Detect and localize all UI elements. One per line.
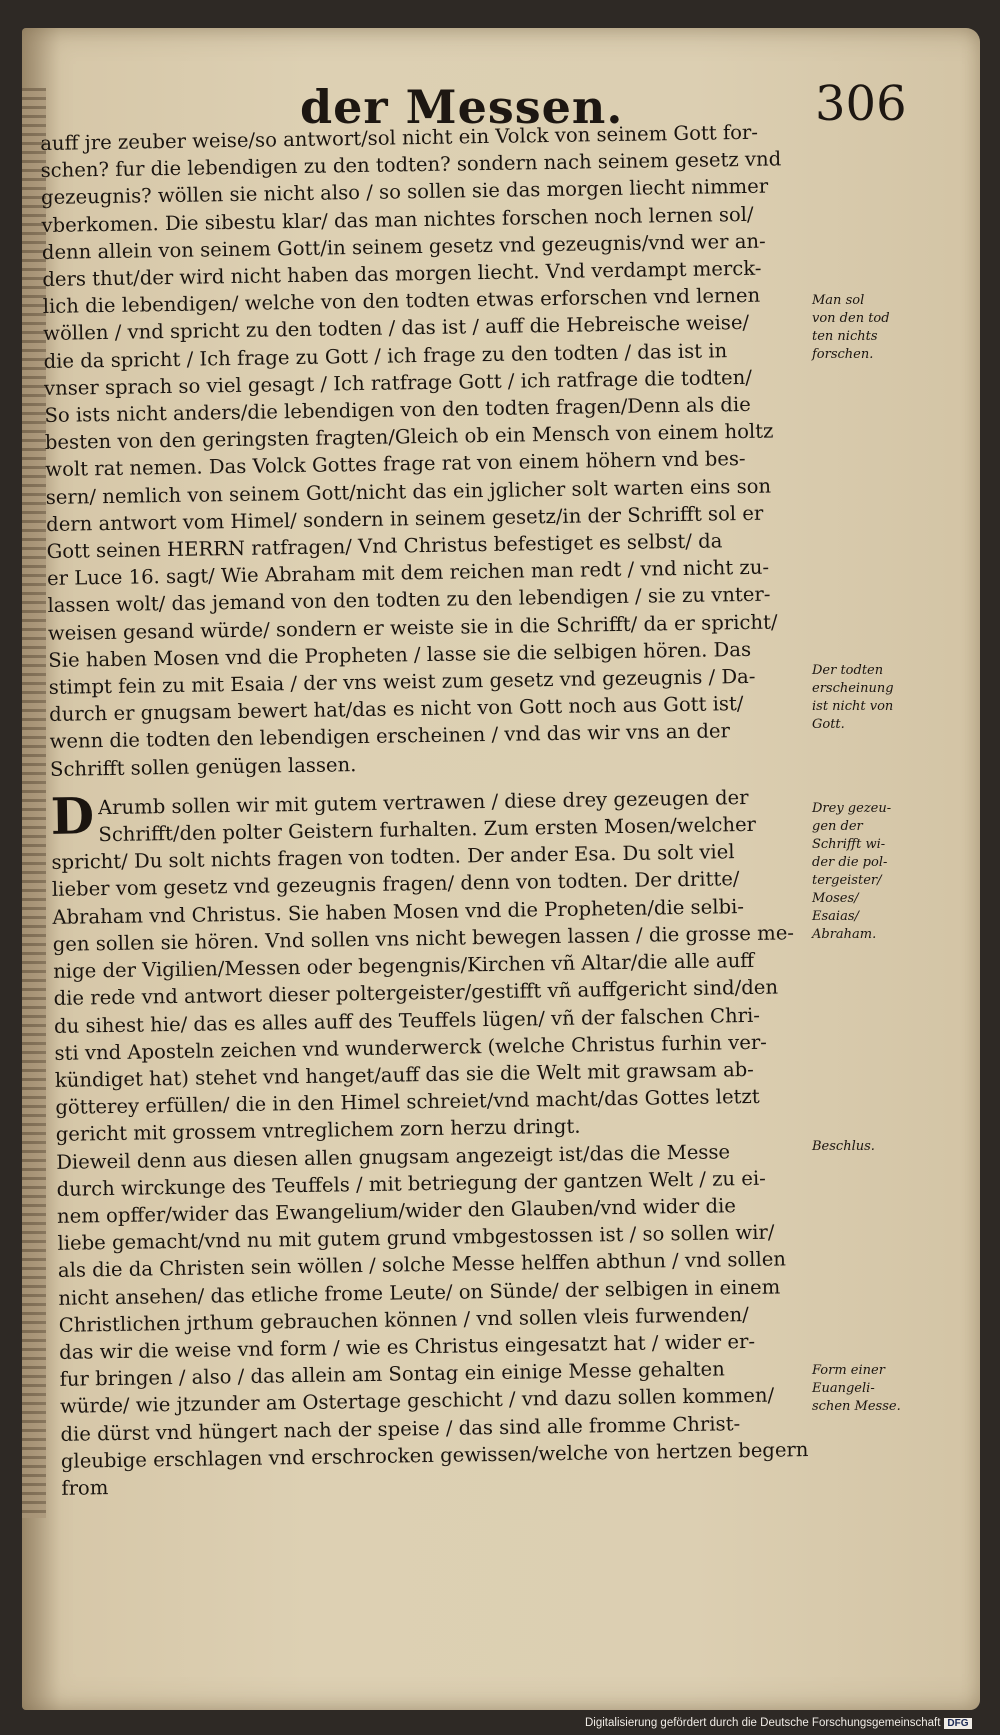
text-line: Schrifft/den polter Geistern furhalten. Zum ersten Mosen/welcher: [98, 812, 757, 847]
text-line: lieber vom gesetz vnd gezeugnis fragen/ denn von todten. Der dritte/: [51, 867, 740, 902]
text-line: vnser sprach so viel gesagt / Ich ratfrage Gott / ich ratfrage die todten/: [43, 365, 753, 400]
text-line: dern antwort vom Himel/ sondern in seinem gesetz/in der Schrifft sol er: [46, 501, 764, 536]
text-line: from: [61, 1476, 109, 1500]
text-line: Christlichen jrthum gebrauchen können / vnd sollen vleis furwenden/: [58, 1302, 749, 1337]
text-line: der die pol-: [812, 855, 888, 870]
margin-note-1: [812, 292, 908, 364]
text-line: Esaias/: [812, 909, 859, 924]
text-line: Abraham vnd Christus. Sie haben Mosen vnd die Propheten/die selbi-: [52, 894, 745, 929]
text-line: lich die lebendigen/ welche von den todten etwas erforschen vnd lernen: [42, 283, 761, 319]
paragraph-1: [40, 118, 820, 783]
text-line: die dürst vnd hüngert nach der speise / das sind alle fromme Christ-: [60, 1411, 741, 1446]
text-line: durch er gnugsam bewert hat/das es nicht von Gott noch aus Gott ist/: [49, 692, 744, 727]
text-line: Man sol: [812, 293, 865, 308]
text-line: Beschlus.: [812, 1139, 875, 1154]
text-line: du sihest hie/ das es alles auff des Teuffels lügen/ vñ der falschen Chri-: [53, 1003, 761, 1038]
text-line: ders thut/der wird nicht haben das morgen liecht. Vnd verdampt merck-: [42, 256, 762, 291]
text-line: gen der: [812, 819, 863, 834]
text-line: sti vnd Aposteln zeichen vnd wunderwerck (welche Christus furhin ver-: [54, 1030, 768, 1065]
text-line: wenn die todten den lebendigen erscheinen / vnd das wir vns an der: [49, 719, 731, 754]
text-line: Abraham.: [812, 927, 877, 942]
text-line: wolt rat nemen. Das Volck Gottes frage rat von einem höhern vnd bes-: [45, 447, 746, 482]
text-line: auff jre zeuber weise/so antwort/sol nicht ein Volck von seinem Gott for-: [40, 120, 759, 155]
text-line: Moses/: [812, 891, 859, 906]
text-line: gezeugnis? wöllen sie nicht also / so sollen sie das morgen liecht nimmer: [40, 174, 769, 210]
text-line: schen? fur die lebendigen zu den todten? sondern nach seinem gesetz vnd: [40, 147, 782, 183]
body-text: [40, 118, 831, 1502]
text-line: gen sollen sie hören. Vnd sollen vns nicht bewegen lassen / die grosse me-: [52, 921, 795, 956]
dfg-logo: DFG: [944, 1718, 971, 1729]
text-line: nige der Vigilien/Messen oder begengnis/Kirchen vñ Altar/die alle auff: [53, 948, 755, 983]
text-line: die rede vnd antwort dieser poltergeister/gestifft vñ auffgericht sind/den: [53, 975, 779, 1011]
text-line: würde/ wie jtzunder am Ostertage geschicht / vnd dazu sollen kommen/: [59, 1383, 775, 1419]
margin-note-5: [812, 1362, 908, 1416]
text-line: nicht ansehen/ das etliche frome Leute/ on Sünde/ der selbigen in einem: [58, 1275, 781, 1310]
text-line: So ists nicht anders/die lebendigen von den todten fragen/Denn als die: [44, 392, 751, 427]
text-line: Drey gezeu-: [812, 801, 892, 816]
footer-text: Digitalisierung gefördert durch die Deutsche Forschungsgemeinschaft: [585, 1717, 941, 1729]
running-head: der Messen.: [300, 80, 624, 134]
text-line: Schrifft wi-: [812, 837, 886, 852]
text-line: nem opffer/wider das Ewangelium/wider den Glauben/vnd wider die: [56, 1194, 737, 1228]
text-line: besten von den geringsten fragten/Gleich ob ein Mensch von einem holtz: [44, 419, 774, 455]
text-line: die da spricht / Ich frage zu Gott / ich frage zu den todten / das ist in: [43, 338, 728, 373]
text-line: Gott seinen HERRN ratfragen/ Vnd Christus befestiget es selbst/ da: [46, 529, 723, 563]
text-line: vberkomen. Die sibestu klar/ das man nichtes forschen noch lernen sol/: [41, 202, 754, 237]
footer-credit: [585, 1717, 995, 1729]
text-line: als die da Christen sein wöllen / solche Messe helffen abthun / vnd sollen: [57, 1247, 787, 1283]
text-line: tergeister/: [812, 873, 882, 888]
text-line: er Luce 16. sagt/ Wie Abraham mit dem reichen man redt / vnd nicht zu-: [46, 555, 770, 591]
text-line: Der todten: [812, 663, 884, 678]
text-line: Gott.: [812, 717, 845, 732]
text-line: Schrifft sollen genügen lassen.: [49, 752, 357, 781]
paragraph-3: [56, 1136, 831, 1502]
text-line: Arumb sollen wir mit gutem vertrawen / diese drey gezeugen der: [97, 785, 749, 820]
text-line: sern/ nemlich von seinem Gott/nicht das ein jglicher solt warten eins son: [45, 474, 772, 509]
text-line: das wir die weise vnd form / wie es Christus eingesatzt hat / wider er-: [59, 1329, 756, 1364]
text-line: erscheinung: [812, 681, 894, 696]
text-line: spricht/ Du solt nichts fragen von todten. Der ander Esa. Du solt viel: [51, 840, 735, 875]
text-line: ten nichts: [812, 329, 878, 344]
text-line: durch wirckunge des Teuffels / mit betriegung der gantzen Welt / zu ei-: [56, 1166, 766, 1201]
text-line: fur bringen / also / das allein am Sontag ein einige Messe gehalten: [59, 1357, 725, 1391]
text-line: Form einer: [812, 1363, 885, 1378]
text-line: von den tod: [812, 311, 890, 326]
text-line: wöllen / vnd spricht zu den todten / das ist / auff die Hebreische weise/: [43, 311, 750, 346]
text-line: Euangeli-: [812, 1381, 875, 1396]
text-line: lassen wolt/ das jemand von den todten zu den lebendigen / sie zu vnter-: [47, 583, 771, 618]
text-line: Dieweil denn aus diesen allen gnugsam angezeigt ist/das die Messe: [56, 1139, 731, 1174]
margin-note-4: [812, 1138, 908, 1156]
text-line: gleubige erschlagen vnd erschrocken gewissen/welche von hertzen begern: [60, 1437, 809, 1473]
margin-note-3: [812, 800, 908, 944]
drop-initial: D: [50, 786, 95, 846]
text-line: götterey erfüllen/ die in den Himel schreiet/vnd macht/das Gottes letzt: [55, 1084, 760, 1119]
text-line: forschen.: [812, 347, 874, 362]
text-line: schen Messe.: [812, 1399, 901, 1414]
text-line: weisen gesand würde/ sondern er weiste sie in die Schrifft/ da er spricht/: [47, 610, 778, 645]
text-line: gericht mit grossem vntreglichem zorn herzu dringt.: [55, 1114, 581, 1147]
text-line: liebe gemacht/vnd nu mit gutem grund vmbgestossen ist / so sollen wir/: [57, 1220, 775, 1255]
text-line: kündiget hat) stehet vnd hanget/auff das sie die Welt mit grawsam ab-: [54, 1057, 755, 1092]
page-number: 306: [815, 76, 907, 132]
paragraph-2: [50, 783, 825, 1149]
margin-note-2: [812, 662, 908, 734]
text-line: denn allein von seinem Gott/in seinem gesetz vnd gezeugnis/vnd wer an-: [41, 229, 766, 264]
text-line: Sie haben Mosen vnd die Propheten / lasse sie die selbigen hören. Das: [48, 637, 752, 672]
text-line: stimpt fein zu mit Esaia / der vns weist zum gesetz vnd gezeugnis / Da-: [48, 664, 756, 699]
text-line: ist nicht von: [812, 699, 894, 714]
